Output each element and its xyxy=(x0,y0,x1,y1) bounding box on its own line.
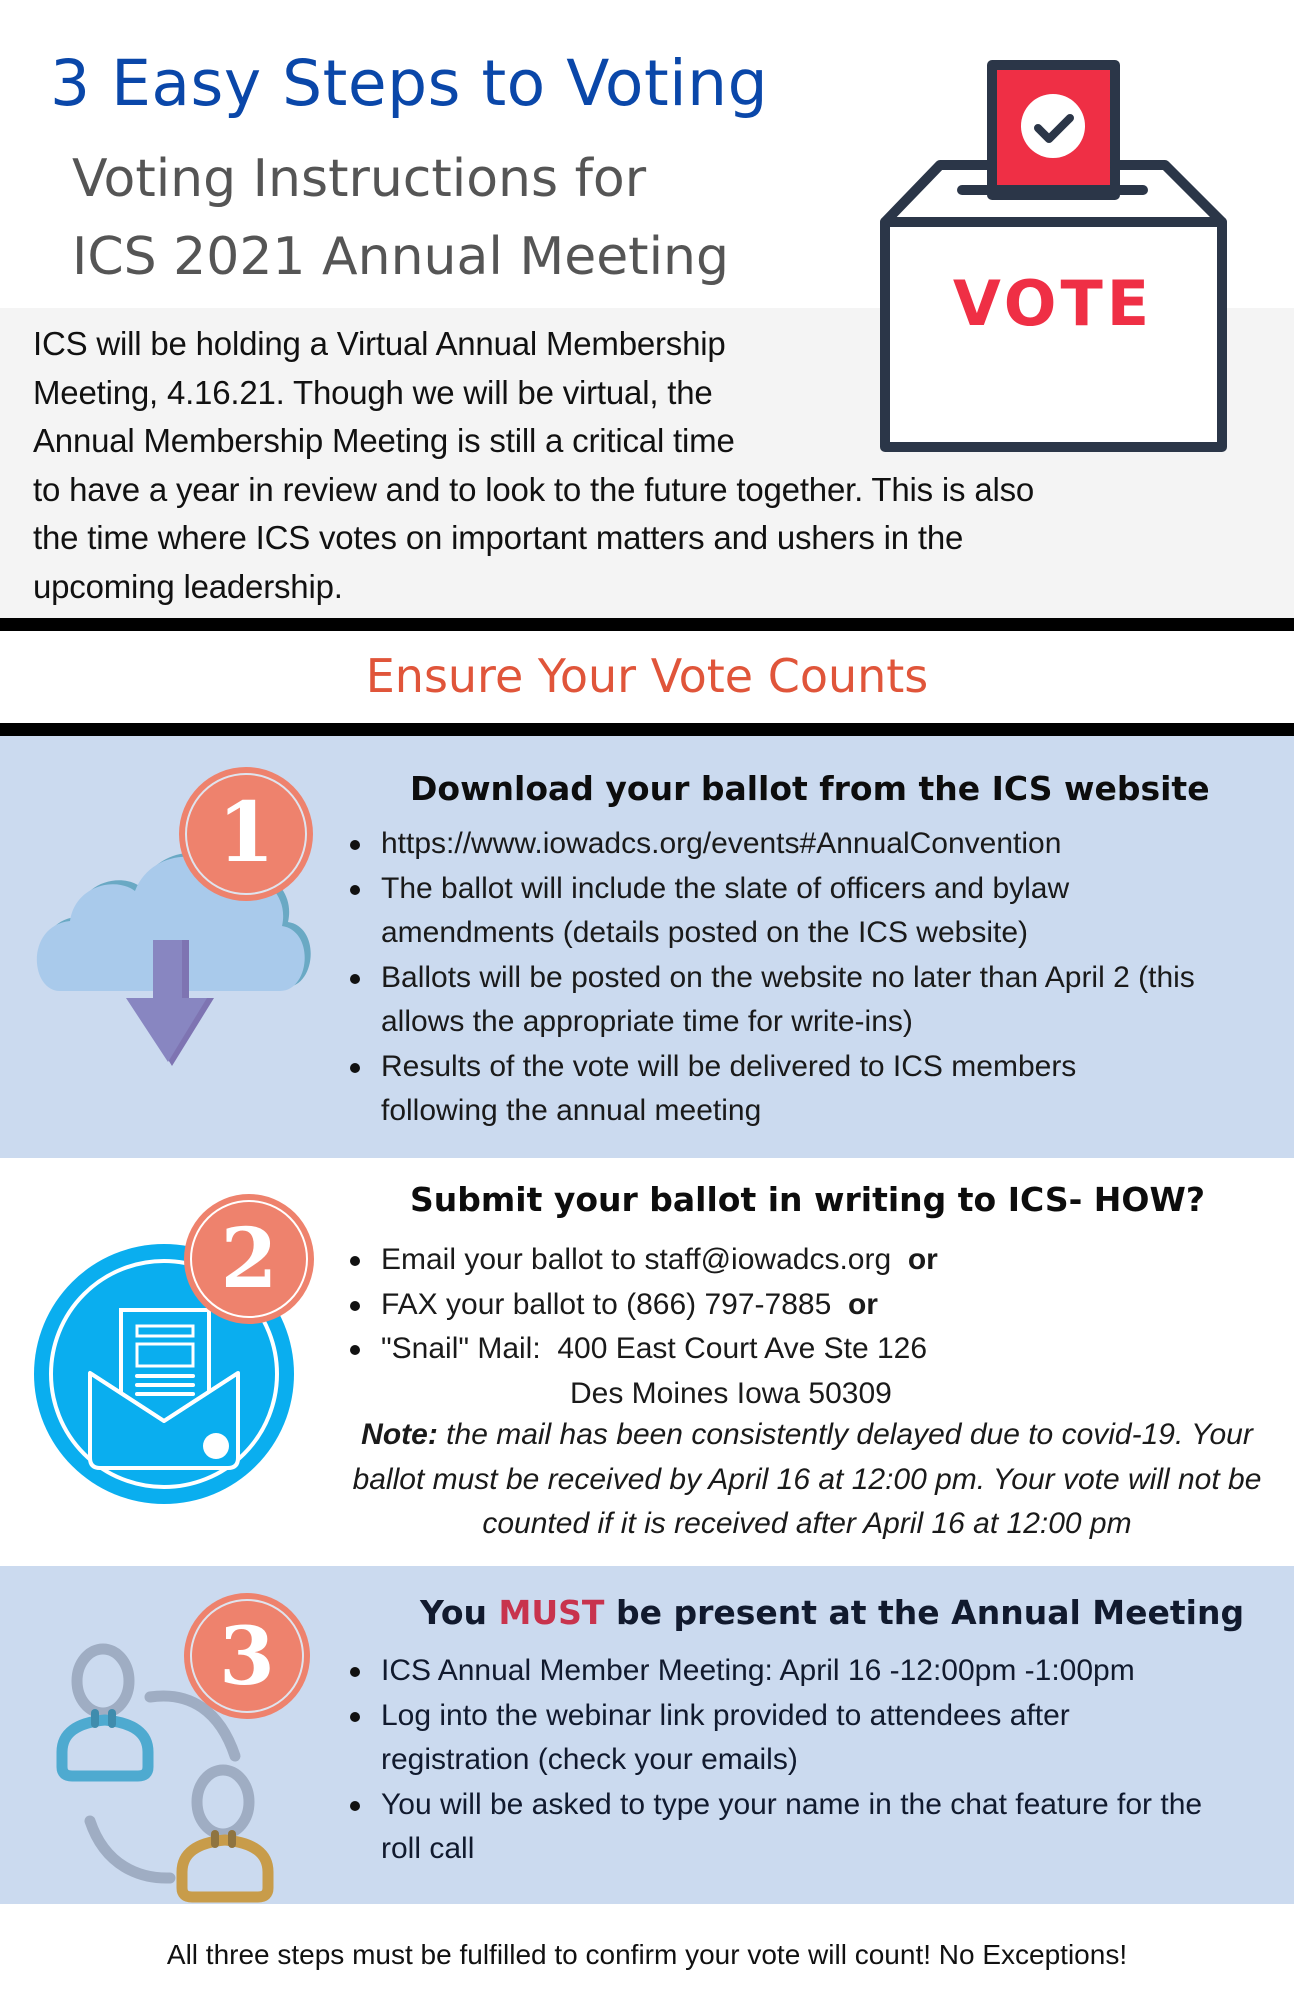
list-item: ICS Annual Member Meeting: April 16 -12:00pm -1:00pm xyxy=(348,1649,1268,1694)
note-line xyxy=(320,1413,1294,1458)
fax-text: FAX your ballot to (866) 797-7885 xyxy=(381,1287,832,1321)
or-label: or xyxy=(907,1243,938,1276)
note-line: counted if it is received after April 16 at 12:00 pm xyxy=(482,1507,1132,1540)
step-3-badge xyxy=(183,1592,311,1720)
email-text[interactable]: Email your ballot to staff@iowadcs.org xyxy=(381,1243,892,1276)
ballot-box-icon xyxy=(860,40,1260,460)
mail-note xyxy=(320,1413,1294,1547)
list-item-fax xyxy=(348,1283,1248,1328)
address-city: Des Moines Iowa 50309 xyxy=(570,1376,892,1410)
step-1-list xyxy=(348,822,1248,1134)
subtitle-line-2: ICS 2021 Annual Meeting xyxy=(72,227,729,287)
list-item-email xyxy=(348,1238,1248,1283)
intro-line: upcoming leadership. xyxy=(33,567,343,605)
svg-text:1: 1 xyxy=(217,785,275,881)
divider-top xyxy=(0,618,1294,631)
step-2-list xyxy=(348,1238,1248,1416)
intro-line: to have a year in review and to look to the future together. This is also xyxy=(33,470,1035,508)
divider-bottom xyxy=(0,723,1294,736)
svg-text:2: 2 xyxy=(220,1211,278,1307)
list-item: You will be asked to type your name in the chat feature for the roll call xyxy=(348,1783,1248,1872)
step-2-section xyxy=(0,1158,1294,1566)
note-label: Note: xyxy=(361,1418,438,1451)
list-item: Ballots will be posted on the website no later than April 2 (this allows the appropriate time for write-ins) xyxy=(348,956,1228,1045)
intro-line: Annual Membership Meeting is still a critical time xyxy=(33,422,735,459)
note-text: the mail has been consistently delayed due to covid-19. Your xyxy=(446,1418,1253,1451)
step-2-badge xyxy=(183,1193,315,1325)
step-1-bullet-url[interactable]: https://www.iowadcs.org/events#AnnualConvention xyxy=(348,822,1248,867)
heading-text: be present at the Annual Meeting xyxy=(615,1593,1245,1632)
step-1-section xyxy=(0,736,1294,1158)
page-subtitle xyxy=(72,140,729,296)
page-title: 3 Easy Steps to Voting xyxy=(50,47,769,120)
heading-emphasis: MUST xyxy=(498,1593,605,1632)
mail-text: "Snail" Mail: 400 East Court Ave Ste 126 xyxy=(381,1332,928,1365)
step-3-list xyxy=(348,1649,1268,1872)
list-item: Results of the vote will be delivered to ICS members following the annual meeting xyxy=(348,1045,1168,1134)
heading-text: You xyxy=(420,1593,488,1632)
intro-line: the time where ICS votes on important matters and ushers in the xyxy=(33,519,964,556)
step-2-heading: Submit your ballot in writing to ICS- HOW? xyxy=(410,1180,1205,1219)
list-item: Log into the webinar link provided to attendees after registration (check your emails) xyxy=(348,1694,1178,1783)
footer-message: All three steps must be fulfilled to confirm your vote will count! No Exceptions! xyxy=(166,1939,1128,1970)
step-3-heading xyxy=(420,1593,1245,1632)
intro-line: ICS will be holding a Virtual Annual Membership xyxy=(33,325,726,362)
step-1-badge xyxy=(178,766,314,902)
section-title: Ensure Your Vote Counts xyxy=(365,649,929,703)
svg-text:VOTE: VOTE xyxy=(952,267,1154,340)
step-3-section xyxy=(0,1566,1294,1904)
list-item: The ballot will include the slate of officers and bylaw amendments (details posted on the ICS website) xyxy=(348,867,1168,956)
subtitle-line-1: Voting Instructions for xyxy=(72,149,647,209)
step-1-heading: Download your ballot from the ICS website xyxy=(410,769,1210,808)
svg-text:3: 3 xyxy=(219,1609,275,1703)
address-line-2 xyxy=(348,1372,1248,1417)
or-label: or xyxy=(847,1287,878,1321)
note-line: ballot must be received by April 16 at 12:00 pm. Your vote will not be xyxy=(352,1462,1262,1496)
list-item-mail xyxy=(348,1327,1248,1372)
intro-line: Meeting, 4.16.21. Though we will be virtual, the xyxy=(33,373,713,411)
